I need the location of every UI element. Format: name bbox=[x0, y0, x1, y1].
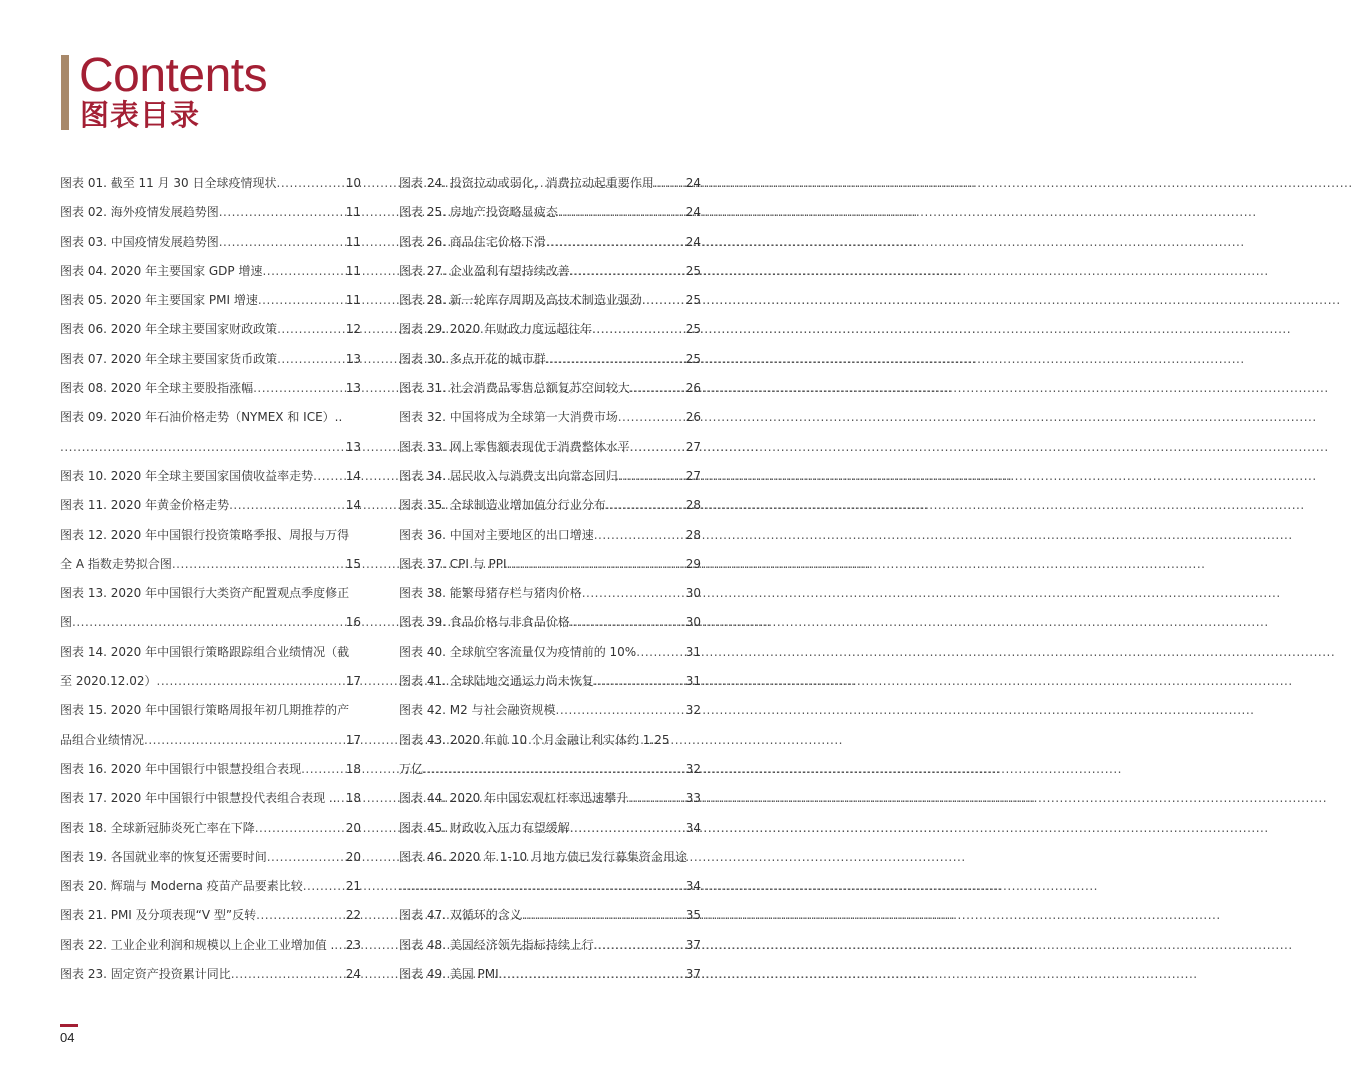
toc-entry-page: 12 bbox=[345, 322, 361, 337]
toc-entry[interactable] bbox=[60, 901, 361, 930]
toc-entry-page: 18 bbox=[345, 761, 361, 776]
toc-leader-dots bbox=[255, 814, 345, 843]
toc-entry-page: 24 bbox=[685, 176, 701, 190]
toc-entry-page: 24 bbox=[685, 205, 701, 220]
toc-entry-title: 图 bbox=[60, 615, 73, 630]
toc-entry[interactable] bbox=[60, 491, 361, 520]
page-subtitle: 图表目录 bbox=[80, 98, 201, 132]
toc-entry[interactable] bbox=[60, 433, 361, 462]
toc-entry-page: 31 bbox=[685, 674, 701, 689]
toc-entry-page: 30 bbox=[685, 586, 701, 601]
toc-leader-dots bbox=[219, 198, 345, 227]
toc-leader-dots bbox=[337, 784, 345, 813]
toc-entry[interactable] bbox=[399, 491, 701, 520]
toc-entry-page: 24 bbox=[685, 234, 701, 249]
toc-entry-title: 品组合业绩情况 bbox=[60, 732, 145, 747]
page-number: 04 bbox=[60, 1030, 75, 1045]
toc-entry[interactable] bbox=[399, 433, 701, 462]
toc-entry-page: 34 bbox=[685, 879, 701, 894]
toc-entry-title: 图表 16. 2020 年中国银行中银慧投组合表现 bbox=[60, 761, 302, 776]
toc-entry-page: 20 bbox=[345, 820, 361, 835]
toc-entry[interactable] bbox=[399, 169, 701, 198]
toc-entry-title: 图表 45. 财政收入压力有望缓解 bbox=[399, 820, 570, 835]
toc-leader-dots bbox=[172, 550, 345, 579]
toc-entry-title: 图表 11. 2020 年黄金价格走势 bbox=[60, 498, 230, 513]
toc-entry-title: 图表 42. M2 与社会融资规模 bbox=[399, 703, 556, 718]
toc-leader-dots bbox=[570, 257, 685, 286]
toc-entry[interactable] bbox=[399, 315, 701, 344]
toc-entry-page: 27 bbox=[685, 439, 701, 454]
toc-entry[interactable] bbox=[60, 169, 361, 198]
toc-entry-title: 图表 14. 2020 年中国银行策略跟踪组合业绩情况（截 bbox=[60, 644, 350, 659]
toc-entry[interactable] bbox=[399, 579, 701, 608]
toc-entry-page: 31 bbox=[685, 644, 701, 659]
toc-entry-title: 图表 02. 海外疫情发展趋势图 bbox=[60, 205, 219, 220]
toc-entry[interactable] bbox=[60, 579, 361, 608]
toc-leader-dots bbox=[423, 755, 685, 784]
toc-entry[interactable] bbox=[60, 198, 361, 227]
toc-leader-dots bbox=[256, 901, 345, 930]
toc-entry-title: 图表 49. 美国 PMI bbox=[399, 967, 499, 982]
toc-leader-dots bbox=[219, 228, 345, 257]
toc-entry-title: 图表 39. 食品价格与非食品价格 bbox=[399, 615, 570, 630]
toc-leader-dots bbox=[267, 843, 345, 872]
toc-entry[interactable] bbox=[60, 931, 361, 960]
toc-entry-title: 图表 06. 2020 年全球主要国家财政政策 bbox=[60, 322, 278, 337]
toc-entry-title: 图表 26. 商品住宅价格下滑 bbox=[399, 234, 546, 249]
toc-entry-page: 11 bbox=[345, 205, 361, 220]
toc-leader-dots bbox=[570, 814, 685, 843]
toc-entry-title: 图表 33. 网上零售额表现优于消费整体水平 bbox=[399, 439, 630, 454]
toc-leader-dots bbox=[231, 960, 345, 989]
toc-entry-page: 13 bbox=[345, 351, 361, 366]
toc-entry-title: 图表 31. 社会消费品零售总额复苏空间较大 bbox=[399, 381, 630, 396]
toc-entry-page: 32 bbox=[685, 703, 701, 718]
toc-entry-page: 29 bbox=[685, 556, 701, 571]
toc-entry-title: 图表 03. 中国疫情发展趋势图 bbox=[60, 234, 219, 249]
toc-leader-dots bbox=[556, 696, 685, 725]
toc-leader-dots bbox=[642, 286, 685, 315]
toc-entry-title: 图表 15. 2020 年中国银行策略周报年初几期推荐的产 bbox=[60, 703, 350, 718]
toc-leader-dots bbox=[606, 491, 685, 520]
toc-entry-title: 图表 25. 房地产投资略显疲态 bbox=[399, 205, 558, 220]
toc-leader-dots bbox=[594, 667, 685, 696]
toc-leader-dots bbox=[253, 374, 345, 403]
toc-entry[interactable] bbox=[399, 257, 701, 286]
toc-entry-title: 图表 17. 2020 年中国银行中银慧投代表组合表现 .. bbox=[60, 791, 337, 806]
toc-entry-page: 16 bbox=[345, 615, 361, 630]
toc-entry[interactable] bbox=[60, 726, 361, 755]
toc-leader-dots bbox=[636, 638, 685, 667]
toc-leader-dots bbox=[157, 667, 345, 696]
toc-leader-dots bbox=[592, 315, 685, 344]
toc-entry-page: 25 bbox=[685, 293, 701, 308]
toc-entry-page: 26 bbox=[685, 381, 701, 396]
toc-leader-dots bbox=[277, 315, 345, 344]
toc-entry[interactable] bbox=[60, 696, 361, 725]
toc-entry-page: 32 bbox=[685, 761, 701, 776]
toc-entry-page: 37 bbox=[685, 937, 701, 952]
toc-entry-page: 30 bbox=[685, 615, 701, 630]
toc-leader-dots bbox=[301, 755, 345, 784]
toc-entry[interactable] bbox=[399, 228, 701, 257]
toc-entry[interactable] bbox=[399, 755, 701, 784]
toc-entry-title: 图表 32. 中国将成为全球第一大消费市场 bbox=[399, 410, 618, 425]
toc-entry-title: 图表 10. 2020 年全球主要国家国债收益率走势 bbox=[60, 468, 314, 483]
toc-entry-title: 图表 01. 截至 11 月 30 日全球疫情现状 bbox=[60, 176, 277, 190]
toc-entry[interactable] bbox=[60, 286, 361, 315]
title-accent-bar bbox=[61, 55, 69, 130]
toc-leader-dots bbox=[546, 228, 685, 257]
toc-entry-title: 图表 35. 全球制造业增加值分行业分布 bbox=[399, 498, 606, 513]
toc-entry-title: 图表 05. 2020 年主要国家 PMI 增速 bbox=[60, 293, 258, 308]
toc-entry-page: 17 bbox=[345, 732, 361, 747]
toc-entry[interactable] bbox=[60, 315, 361, 344]
toc-entry-page: 18 bbox=[345, 791, 361, 806]
toc-entry-page: 11 bbox=[345, 293, 361, 308]
toc-entry-title: 图表 48. 美国经济领先指标持续上行 bbox=[399, 937, 594, 952]
toc-entry-page: 11 bbox=[345, 234, 361, 249]
toc-entry-title: 至 2020.12.02） bbox=[60, 674, 157, 689]
toc-entry-page: 23 bbox=[345, 937, 361, 952]
toc-leader-dots bbox=[630, 433, 685, 462]
toc-entry[interactable] bbox=[60, 608, 361, 637]
toc-entry-title: 图表 07. 2020 年全球主要国家货币政策 bbox=[60, 351, 278, 366]
toc-leader-dots bbox=[546, 345, 685, 374]
toc-entry[interactable] bbox=[399, 696, 701, 725]
toc-entry-title: 全 A 指数走势拟合图 bbox=[60, 556, 172, 571]
toc-entry-title: 图表 27. 企业盈利有望持续改善 bbox=[399, 263, 570, 278]
toc-entry[interactable] bbox=[60, 521, 361, 550]
toc-entry[interactable] bbox=[60, 462, 361, 491]
toc-entry-page: 10 bbox=[345, 176, 361, 190]
toc-entry-page: 21 bbox=[345, 879, 361, 894]
toc-entry[interactable] bbox=[399, 667, 701, 696]
toc-entry-title: 图表 43. 2020 年前 10 个月金融让利实体约 1.25 bbox=[399, 732, 670, 747]
toc-entry[interactable] bbox=[399, 198, 701, 227]
toc-leader-dots bbox=[618, 403, 685, 432]
toc-entry-page: 25 bbox=[685, 322, 701, 337]
toc-entry-title: 图表 46. 2020 年 1-10 月地方债已发行募集资金用途 bbox=[399, 849, 687, 864]
toc-leader-dots bbox=[313, 462, 345, 491]
toc-entry-page: 37 bbox=[685, 967, 701, 982]
toc-leader-dots bbox=[582, 579, 685, 608]
toc-entry-title: 图表 40. 全球航空客流量仅为疫情前的 10% bbox=[399, 644, 637, 659]
toc-leader-dots bbox=[618, 462, 685, 491]
toc-leader-dots bbox=[229, 491, 345, 520]
toc-entry-title: 图表 38. 能繁母猪存栏与猪肉价格 bbox=[399, 586, 582, 601]
toc-entry[interactable] bbox=[60, 374, 361, 403]
toc-entry[interactable] bbox=[399, 374, 701, 403]
toc-entry-page: 33 bbox=[685, 791, 701, 806]
toc-entry-title: 图表 29. 2020 年财政力度远超往年 bbox=[399, 322, 593, 337]
page-title: Contents bbox=[79, 49, 268, 102]
toc-entry-title: 图表 44. 2020 年中国宏观杠杆率迅速攀升 bbox=[399, 791, 629, 806]
toc-entry-page: 24 bbox=[345, 967, 361, 982]
toc-entry-title: 图表 37. CPI 与 PPI bbox=[399, 556, 507, 571]
toc-entry[interactable] bbox=[399, 521, 701, 550]
toc-entry[interactable] bbox=[60, 814, 361, 843]
toc-leader-dots bbox=[72, 608, 345, 637]
toc-entry[interactable] bbox=[60, 345, 361, 374]
toc-entry-page: 20 bbox=[345, 849, 361, 864]
toc-entry-page: 34 bbox=[685, 820, 701, 835]
toc-entry-title: 图表 28. 新一轮库存周期及高技术制造业强劲 bbox=[399, 293, 642, 308]
toc-entry[interactable] bbox=[399, 608, 701, 637]
toc-entry-page: 27 bbox=[685, 468, 701, 483]
toc-entry[interactable] bbox=[399, 931, 701, 960]
toc-leader-dots bbox=[144, 726, 345, 755]
toc-leader-dots bbox=[258, 286, 345, 315]
toc-entry[interactable] bbox=[399, 784, 701, 813]
toc-entry[interactable] bbox=[399, 550, 701, 579]
toc-entry-title: 图表 41. 全球陆地交通运力尚未恢复 bbox=[399, 674, 594, 689]
toc-entry[interactable] bbox=[60, 755, 361, 784]
toc-column-left bbox=[60, 169, 361, 989]
toc-entry-page: 26 bbox=[685, 410, 701, 425]
toc-entry[interactable] bbox=[399, 462, 701, 491]
toc-entry[interactable] bbox=[60, 638, 361, 667]
toc-entry[interactable] bbox=[399, 403, 701, 432]
toc-entry-title: 图表 04. 2020 年主要国家 GDP 增速 bbox=[60, 263, 263, 278]
toc-entry[interactable] bbox=[399, 814, 701, 843]
toc-leader-dots bbox=[570, 608, 685, 637]
toc-leader-dots bbox=[522, 901, 685, 930]
toc-entry[interactable] bbox=[399, 345, 701, 374]
toc-entry[interactable] bbox=[399, 960, 701, 989]
toc-entry-page: 25 bbox=[685, 263, 701, 278]
toc-entry-page: 17 bbox=[345, 674, 361, 689]
toc-entry-page: 15 bbox=[345, 556, 361, 571]
toc-entry-title: 图表 47. 双循环的含义 bbox=[399, 908, 522, 923]
toc-leader-dots bbox=[630, 374, 685, 403]
toc-leader-dots bbox=[594, 931, 685, 960]
toc-entry[interactable] bbox=[60, 872, 361, 901]
toc-entry-page: 11 bbox=[345, 263, 361, 278]
toc-leader-dots bbox=[507, 550, 685, 579]
toc-entry-title: 图表 34. 居民收入与消费支出向常态回归 bbox=[399, 468, 618, 483]
toc-entry[interactable] bbox=[60, 550, 361, 579]
toc-entry-title: 图表 20. 辉瑞与 Moderna 疫苗产品要素比较 bbox=[60, 879, 303, 894]
toc-entry-title: 图表 12. 2020 年中国银行投资策略季报、周报与万得 bbox=[60, 527, 350, 542]
toc-entry-page: 14 bbox=[345, 498, 361, 513]
toc-leader-dots bbox=[60, 433, 345, 462]
toc-leader-dots bbox=[303, 872, 345, 901]
toc-entry[interactable] bbox=[399, 726, 701, 755]
toc-entry[interactable] bbox=[60, 403, 361, 432]
toc-entry-title: 图表 22. 工业企业利润和规模以上企业工业增加值 . bbox=[60, 937, 335, 952]
toc-entry[interactable] bbox=[399, 638, 701, 667]
toc-leader-dots bbox=[334, 931, 344, 960]
toc-leader-dots bbox=[594, 521, 685, 550]
toc-entry-title: 图表 19. 各国就业率的恢复还需要时间 bbox=[60, 849, 267, 864]
toc-entry-page: 28 bbox=[685, 498, 701, 513]
toc-entry-page: 22 bbox=[345, 908, 361, 923]
toc-entry-page: 35 bbox=[685, 908, 701, 923]
toc-entry[interactable] bbox=[399, 901, 701, 930]
toc-entry-title: 图表 13. 2020 年中国银行大类资产配置观点季度修正 bbox=[60, 586, 350, 601]
toc-entry[interactable] bbox=[60, 784, 361, 813]
toc-entry-page: 14 bbox=[345, 468, 361, 483]
toc-entry-title: 图表 09. 2020 年石油价格走势（NYMEX 和 ICE）.. bbox=[60, 410, 343, 425]
toc-entry-title: 图表 24. 投资拉动或弱化，消费拉动起重要作用 bbox=[399, 176, 654, 190]
toc-entry-page: 25 bbox=[685, 351, 701, 366]
toc-column-right bbox=[399, 169, 701, 989]
toc-entry-page: 28 bbox=[685, 527, 701, 542]
toc-entry[interactable] bbox=[60, 960, 361, 989]
toc-leader-dots bbox=[277, 345, 345, 374]
toc-leader-dots bbox=[262, 257, 344, 286]
toc-entry-title: 图表 21. PMI 及分项表现“V 型”反转 bbox=[60, 908, 257, 923]
toc-entry[interactable] bbox=[60, 257, 361, 286]
toc-leader-dots bbox=[654, 169, 685, 198]
toc-leader-dots bbox=[558, 198, 685, 227]
toc-entry[interactable] bbox=[399, 286, 701, 315]
toc-entry[interactable] bbox=[399, 843, 701, 872]
toc-leader-dots bbox=[277, 169, 345, 198]
toc-entry-title: 图表 08. 2020 年全球主要股指涨幅 bbox=[60, 381, 254, 396]
toc-leader-dots bbox=[628, 784, 685, 813]
toc-entry-title: 万亿 bbox=[399, 761, 424, 776]
toc-leader-dots bbox=[399, 872, 685, 901]
toc-entry[interactable] bbox=[60, 228, 361, 257]
toc-leader-dots bbox=[499, 960, 685, 989]
toc-entry[interactable] bbox=[60, 843, 361, 872]
toc-entry-page: 13 bbox=[345, 439, 361, 454]
page-number-mark bbox=[60, 1024, 78, 1027]
toc-entry-page: 13 bbox=[345, 381, 361, 396]
toc-entry-title: 图表 23. 固定资产投资累计同比 bbox=[60, 967, 231, 982]
toc-entry-title: 图表 30. 多点开花的城市群 bbox=[399, 351, 546, 366]
toc-entry[interactable] bbox=[399, 872, 701, 901]
toc-entry[interactable] bbox=[60, 667, 361, 696]
toc-entry-title: 图表 18. 全球新冠肺炎死亡率在下降 bbox=[60, 820, 255, 835]
toc-entry-title: 图表 36. 中国对主要地区的出口增速 bbox=[399, 527, 594, 542]
